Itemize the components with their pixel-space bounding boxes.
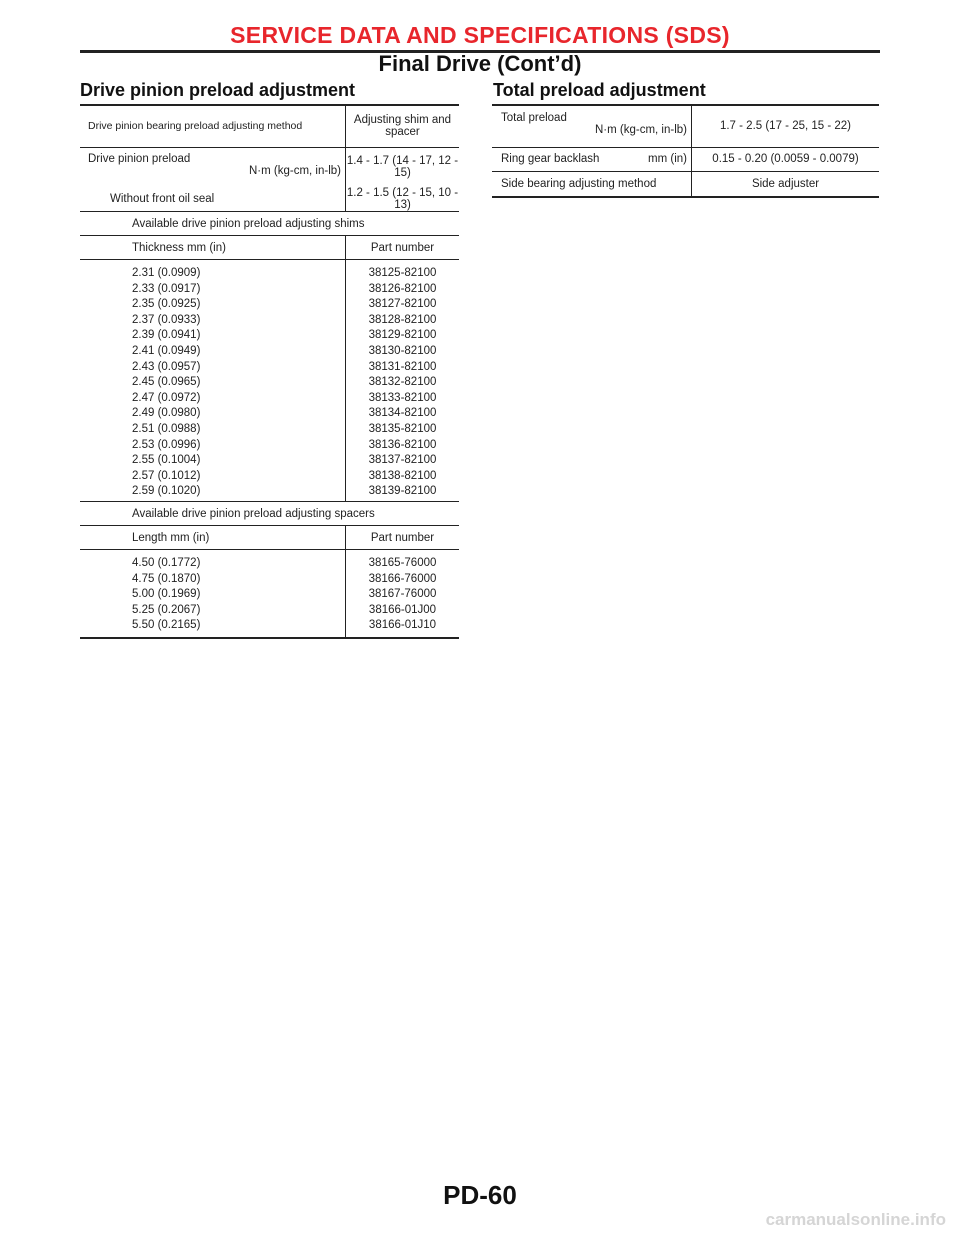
shim-part: 38135-82100 [368,422,437,435]
preload-value: 1.4 - 1.7 (14 - 17, 12 - 15) [346,155,459,180]
spacers-subtable-header-row [80,502,459,526]
section-header-title: SERVICE DATA AND SPECIFICATIONS (SDS) [230,22,730,48]
shim-part: 38128-82100 [368,313,437,326]
spacer-size: 4.75 (0.1870) [132,572,201,585]
watermark: carmanualsonline.info [765,1210,946,1229]
spacers-size-list [80,550,346,638]
total-preload-unit: N·m (kg-cm, in-lb) [595,124,687,136]
shims-part-list [346,260,460,502]
shim-part: 38139-82100 [368,485,437,498]
preload-unit: N·m (kg-cm, in-lb) [249,164,341,177]
no-seal-label: Without front oil seal [80,187,346,212]
section-header-subtitle: Final Drive (Cont’d) [378,51,582,76]
backlash-value: 0.15 - 0.20 (0.0059 - 0.0079) [692,147,880,171]
no-seal-value: 1.2 - 1.5 (12 - 15, 10 - 13) [346,187,459,211]
shim-size: 2.51 (0.0988) [132,422,201,435]
method-label: Drive pinion bearing preload adjusting method [80,105,346,147]
shim-part: 38126-82100 [368,282,437,295]
shim-part: 38132-82100 [368,376,437,389]
shim-part: 38130-82100 [368,344,437,357]
shims-col2: Part number [346,236,460,260]
shim-size: 2.57 (0.1012) [132,469,201,482]
shim-size: 2.53 (0.0996) [132,438,201,451]
shim-part: 38127-82100 [368,298,437,311]
side-bearing-value: Side adjuster [751,177,820,190]
shim-part: 38133-82100 [368,391,437,404]
spacers-col2: Part number [346,526,460,550]
shims-subtable-header-row [80,212,459,236]
spacer-part: 38166-01J00 [368,603,437,616]
shims-size-list [80,260,346,502]
shim-size: 2.31 (0.0909) [132,267,201,279]
shim-size: 2.47 (0.0972) [132,391,201,404]
spacers-col1: Length mm (in) [80,526,346,550]
shim-size: 2.35 (0.0925) [132,298,201,311]
spacer-size: 4.50 (0.1772) [132,557,201,569]
shim-part: 38134-82100 [368,407,437,420]
side-bearing-label: Side bearing adjusting method [492,171,692,197]
spacer-part: 38166-76000 [368,572,437,585]
total-preload-value: 1.7 - 2.5 (17 - 25, 15 - 22) [692,105,880,147]
drive-pinion-table [80,104,459,639]
shims-title: Available drive pinion preload adjusting shims [132,217,365,230]
shim-size: 2.37 (0.0933) [132,313,201,326]
shim-part: 38138-82100 [368,469,437,482]
shim-part: 38137-82100 [368,454,437,467]
spacers-part-list [346,550,460,638]
shim-part: 38129-82100 [368,329,437,342]
spacer-part: 38167-76000 [368,588,437,601]
preload-label: Drive pinion preload [88,152,191,165]
shim-size: 2.49 (0.0980) [132,407,201,420]
shim-size: 2.39 (0.0941) [132,329,201,342]
spacer-size: 5.50 (0.2165) [132,619,201,632]
shim-size: 2.33 (0.0917) [132,282,201,295]
shim-size: 2.43 (0.0957) [132,360,201,373]
method-value: Adjusting shim and spacer [346,105,460,147]
shim-size: 2.55 (0.1004) [132,454,201,467]
spacer-part: 38165-76000 [368,557,437,569]
total-preload-table [492,104,879,198]
total-preload-label-cell [492,105,692,147]
shim-part: 38125-82100 [368,267,437,279]
shim-size: 2.59 (0.1020) [132,485,201,498]
backlash-unit: mm (in) [648,153,687,165]
page-number: PD-60 [443,1180,517,1210]
spacer-size: 5.25 (0.2067) [132,603,201,616]
spacer-size: 5.00 (0.1969) [132,588,201,601]
spacers-title: Available drive pinion preload adjusting spacers [132,507,375,520]
shim-part: 38131-82100 [368,360,437,373]
shim-size: 2.41 (0.0949) [132,344,201,357]
shim-size: 2.45 (0.0965) [132,376,201,389]
preload-label-cell [80,147,346,187]
total-preload-title: Total preload adjustment [493,80,706,100]
spacer-part: 38166-01J10 [368,619,437,632]
drive-pinion-title: Drive pinion preload adjustment [80,80,356,100]
total-preload-label: Total preload [501,112,567,124]
shim-part: 38136-82100 [368,438,437,451]
shims-col1: Thickness mm (in) [80,236,346,260]
backlash-label-cell [492,147,692,171]
backlash-label: Ring gear backlash [501,153,600,165]
